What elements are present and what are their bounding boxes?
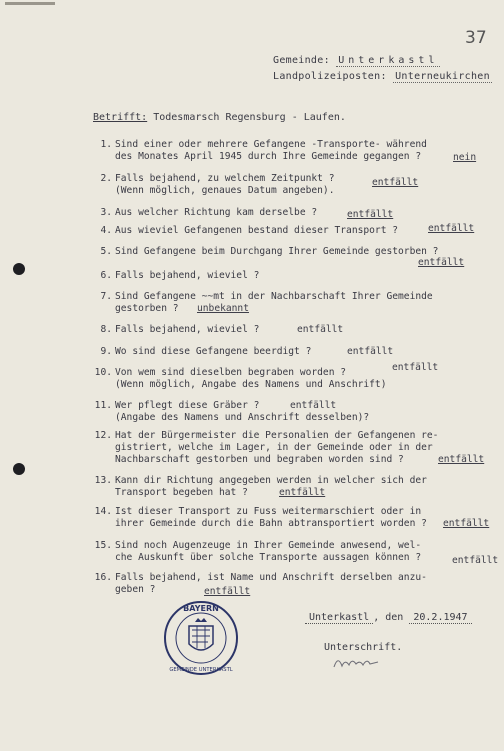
subject-text: Todesmarsch Regensburg - Laufen. [153, 112, 346, 123]
answer: entfällt [452, 555, 499, 566]
question-text: Wer pflegt diese Gräber ? (Angabe des Namens und Anschrift desselben)? [115, 400, 370, 423]
question-number: 2. [100, 173, 112, 184]
question-number: 14. [94, 506, 112, 517]
question-number: 5. [100, 246, 112, 257]
question-text: Falls bejahend, wieviel ? [115, 270, 260, 281]
place-value: Unterkastl [305, 612, 373, 624]
place-date-line [305, 612, 472, 623]
answer: entfällt [290, 400, 337, 411]
question-number: 10. [94, 367, 112, 378]
question-text: Sind Gefangene ~~mt in der Nachbarschaft Ihrer Gemeinde gestorben ? [115, 291, 433, 314]
page-number: 37 [465, 28, 487, 48]
answer: entfällt [372, 177, 419, 188]
question-text: Hat der Bürgermeister die Personalien der Gefangenen re- gistriert, welche im Lager, in der Gemeinde oder in der Nachbarschaft gestorben und begraben worden sind ? [115, 430, 439, 465]
landpolizei-line [273, 71, 492, 82]
question-text: Sind Gefangene beim Durchgang Ihrer Gemeinde gestorben ? [115, 246, 439, 257]
question-text: Sind einer oder mehrere Gefangene -Transporte- während des Monates April 1945 durch Ihre Gemeinde gegangen ? [115, 139, 427, 162]
municipal-seal-stamp [163, 600, 239, 676]
question-number: 12. [94, 430, 112, 441]
answer: entfällt [418, 257, 465, 268]
question-text: Aus wieviel Gefangenen bestand dieser Transport ? [115, 225, 399, 236]
seal-top-text: BAYERN [183, 604, 219, 613]
date-value: 20.2.1947 [409, 612, 471, 624]
question-number: 9. [100, 346, 112, 357]
question-text: Von wem sind dieselben begraben worden ? (Wenn möglich, Angabe des Namens und Anschrift) [115, 367, 387, 390]
handwritten-signature [332, 652, 382, 672]
punch-hole [13, 263, 25, 275]
top-edge-mark [5, 2, 55, 5]
question-number: 3. [100, 207, 112, 218]
question-number: 1. [100, 139, 112, 150]
answer: entfällt [392, 362, 439, 373]
question-number: 6. [100, 270, 112, 281]
gemeinde-value: Unterkastl [338, 55, 439, 66]
subject-label: Betrifft: [93, 112, 148, 123]
landpolizei-value: Unterneukirchen [395, 71, 490, 82]
question-text: Kann dir Richtung angegeben werden in welcher sich der Transport begeben hat ? [115, 475, 427, 498]
gemeinde-line [273, 55, 440, 66]
answer: entfällt [204, 586, 251, 597]
question-text: Sind noch Augenzeuge in Ihrer Gemeinde anwesend, wel- che Auskunft über solche Transporte aussagen können ? [115, 540, 422, 563]
answer: unbekannt [197, 303, 249, 314]
question-number: 16. [94, 572, 112, 583]
answer: entfällt [438, 454, 485, 465]
question-text: Falls bejahend, wieviel ? [115, 324, 260, 335]
landpolizei-label: Landpolizeiposten: [273, 71, 387, 82]
answer: entfällt [443, 518, 490, 529]
question-text: Ist dieser Transport zu Fuss weitermarschiert oder in ihrer Gemeinde durch die Bahn abtransportiert worden ? [115, 506, 427, 529]
punch-hole [13, 463, 25, 475]
seal-bottom-text: GEMEINDE UNTERKASTL [169, 667, 233, 673]
question-number: 8. [100, 324, 112, 335]
gemeinde-label: Gemeinde: [273, 55, 330, 66]
signature-label: Unterschrift. [324, 642, 403, 653]
answer: entfällt [347, 209, 394, 220]
den-label: , den [373, 612, 404, 623]
answer: nein [453, 152, 477, 163]
question-number: 13. [94, 475, 112, 486]
answer: entfällt [297, 324, 344, 335]
question-number: 15. [94, 540, 112, 551]
question-text: Wo sind diese Gefangene beerdigt ? [115, 346, 312, 357]
subject-line [93, 112, 346, 123]
question-number: 7. [100, 291, 112, 302]
answer: entfällt [279, 487, 326, 498]
question-text: Falls bejahend, zu welchem Zeitpunkt ? (Wenn möglich, genaues Datum angeben). [115, 173, 335, 196]
answer: entfällt [428, 223, 475, 234]
question-text: Aus welcher Richtung kam derselbe ? [115, 207, 318, 218]
question-text: Falls bejahend, ist Name und Anschrift derselben anzu- geben ? [115, 572, 427, 595]
answer: entfällt [347, 346, 394, 357]
question-number: 4. [100, 225, 112, 236]
question-number: 11. [94, 400, 112, 411]
